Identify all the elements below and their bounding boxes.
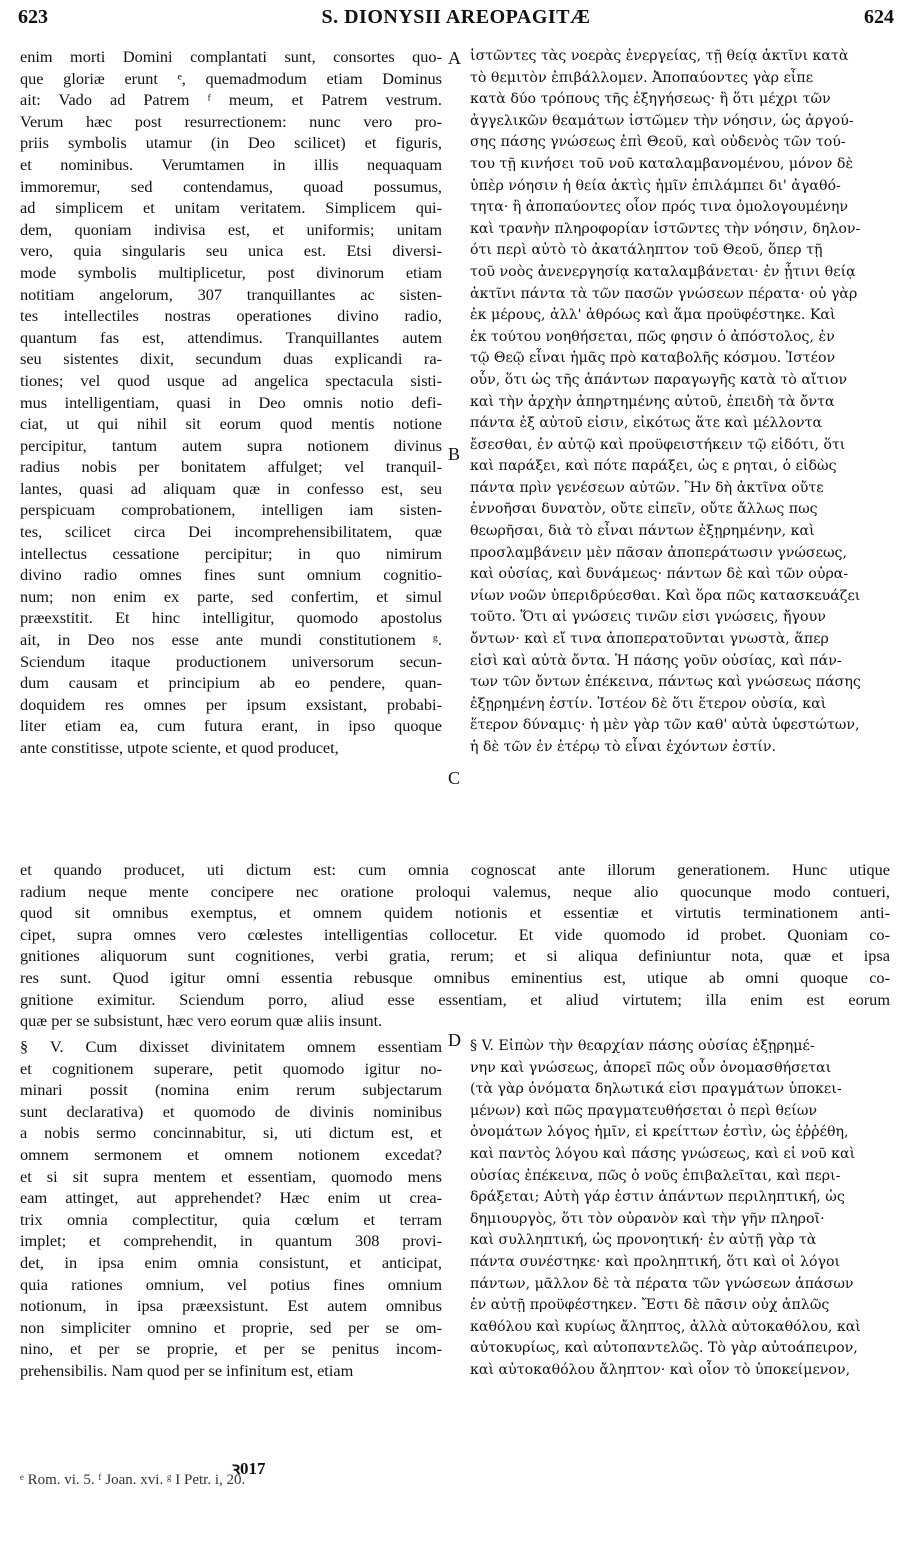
latin-text-line: tiones; vel quod usque ad angelica spectacula sisti- bbox=[20, 370, 442, 390]
margin-mark-b: B bbox=[448, 444, 461, 464]
latin-text-line: liter etiam ea, cum futura erant, in ipso quoque bbox=[20, 716, 442, 736]
latin-text-line: Sciendum itaque productionem universorum secun- bbox=[20, 651, 442, 671]
footnotes: ᵉ Rom. vi. 5. ᶠ Joan. xvi. ᵍ I Petr. i, 20. bbox=[20, 1472, 246, 1488]
latin-text-line: det, in ipsa enim omnia consistunt, et anticipat, bbox=[20, 1252, 442, 1272]
page-header bbox=[18, 4, 894, 34]
greek-text-line: νίων νοῶν ὑπεριδρύεσθαι. Καὶ ὅρα πῶς κατασκευάζει bbox=[470, 587, 861, 604]
latin-text-line: eam attinget, aut apprehendet? Hæc enim ut crea- bbox=[20, 1188, 442, 1208]
greek-text-line: εἰσὶ καὶ αὐτὰ ὄντα. Ἡ πάσης γοῦν οὐσίας, καὶ πάν- bbox=[470, 652, 842, 669]
latin-text-line: et quando producet, uti dictum est: cum omnia cognoscat ante illorum generationem. Hunc utique bbox=[20, 860, 890, 879]
latin-text-line: implet; et comprehendit, in quantum 308 provi- bbox=[20, 1231, 442, 1251]
latin-text-line: gnitiones aliquorum sunt cognitiones, verbi gratia, rerum; et si aliqua definiuntur nota, quæ et ipsa bbox=[20, 946, 890, 966]
greek-text-line: τοῦτο. Ὅτι αἱ γνώσεις τινῶν εἰσι γνώσεις, ἤγουν bbox=[470, 609, 826, 626]
greek-text-line: ἕτερον δύναμις· ἡ μὲν γὰρ τῶν καθ' αὐτὰ ὑφεστώτων, bbox=[470, 717, 860, 734]
greek-text-line: αὐτοκυρίως, καὶ αὐτοπαντελῶς. Τὸ γὰρ αὐτοάπειρον, bbox=[470, 1340, 858, 1357]
greek-text-line: δράξεται; Αὐτὴ γάρ ἐστιν ἁπάντων περιληπτική, ὡς bbox=[470, 1189, 845, 1206]
latin-text-line: notionum, in ipsa præexsistunt. Est autem omnibus bbox=[20, 1296, 442, 1316]
latin-text-line: res sunt. Quod igitur omni essentia rebusque omnibus eminentius est, utique ab omni quoque co- bbox=[20, 967, 890, 987]
latin-text-line: et nominibus. Verumtamen in illis nequaquam bbox=[20, 154, 442, 174]
latin-text-line: ciat, ut qui nihil sit eorum quod mentis notione bbox=[20, 414, 442, 434]
handwritten-number: ꝛ017 bbox=[232, 1459, 266, 1478]
latin-text-line: enim morti Domini complantati sunt, consortes quo- bbox=[20, 47, 442, 66]
latin-text-line: nino, et per se proprie, et per se penitus incom- bbox=[20, 1339, 442, 1359]
greek-text-line: καὶ τὴν ἀρχὴν ἀπηρτημένης αὐτοῦ, ἐπειδὴ τὰ ὄντα bbox=[470, 393, 835, 410]
greek-text-line: ἐκ τούτου νοηθήσεται, πῶς φησιν ὁ ἀπόστολος, ἐν bbox=[470, 328, 835, 345]
latin-text-line: ad simplicem et unitam veritatem. Simplicem qui- bbox=[20, 198, 442, 218]
greek-text-line: ὄντων· καὶ εἴ τινα ἀποπερατοῦνται γνωστὰ, ἅπερ bbox=[470, 631, 829, 648]
latin-text-line: et si sit supra mentem et essentiam, quomodo mens bbox=[20, 1166, 442, 1186]
margin-mark-d: D bbox=[448, 1030, 461, 1050]
greek-text-line: ὀνομάτων λόγος ἡμῖν, εἰ κρείττων ἐστὶν, ὡς ἐῤῥέθη, bbox=[470, 1124, 849, 1141]
greek-text-line: ἀκτῖνι πάντα τὰ τῶν πασῶν γνώσεων πέρατα· οὐ γὰρ bbox=[470, 285, 858, 302]
latin-text-line: notitiam angelorum, 307 tranquillantes ac sisten- bbox=[20, 284, 442, 304]
latin-text-line: vero, quia singularis seu unica est. Etsi diversi- bbox=[20, 241, 442, 261]
greek-text-line: ἡ δὲ τῶν ἐν ἑτέρῳ τὸ εἶναι ἐχόντων ἐστίν. bbox=[470, 739, 777, 755]
latin-text-line: omnem sermonem et omnem notionem excedat? bbox=[20, 1144, 442, 1164]
latin-text-line: Verum hæc post resurrectionem: nunc vero pro- bbox=[20, 111, 442, 131]
greek-text-line: ἐν αὐτῇ προϋφέστηκεν. Ἔστι δὲ πᾶσιν οὐχ ἁπλῶς bbox=[470, 1297, 830, 1314]
latin-text-line: non simpliciter omnino et proprie, sed per se om- bbox=[20, 1317, 442, 1337]
greek-text-line: σης πάσης γνώσεως ἐπὶ Θεοῦ, καὶ οὐδενὸς τῶν τού- bbox=[470, 134, 846, 151]
greek-text-line: ἐκ μέρους, ἀλλ' ἀθρόως καὶ ἅμα προϋφέστηκε. Καὶ bbox=[470, 307, 836, 324]
greek-text-line: ὑπὲρ νόησιν ἡ θεία ἀκτὶς ἡμῖν ἐπιλάμπει δι' ἀγαθό- bbox=[470, 177, 841, 194]
greek-text-line: καὶ συλληπτική, ὡς προνοητική· ἐν αὐτῇ γὰρ τὰ bbox=[470, 1232, 817, 1249]
greek-text-line: οὐσίας ἐπέκεινα, πῶς ὁ νοῦς ἐπιβαλεῖται, καὶ περι- bbox=[470, 1167, 841, 1184]
latin-column-bottom bbox=[20, 1036, 442, 1382]
latin-text-line: intellectus cessatione percipitur; in quo nimirum bbox=[20, 543, 442, 563]
greek-text-line: καὶ αὐτοκαθόλου ἄληπτον· καὶ οἷον τὸ ὑποκείμενον, bbox=[470, 1361, 851, 1378]
latin-text-line: radius nobis per bonitatem affulget; vel tranquil- bbox=[20, 457, 442, 477]
greek-text-line: ἐξῃρημένη ἐστίν. Ἰστέον δὲ ὅτι ἕτερον οὐσία, καὶ bbox=[470, 695, 827, 712]
latin-text-line: ante constitisse, utpote sciente, et quod producet, bbox=[20, 738, 339, 757]
greek-text-line: ότι περὶ αὐτὸ τὸ ἀκατάληπτον τοῦ Θεοῦ, ὅπερ τῇ bbox=[470, 242, 823, 259]
latin-text-line: dem, quoniam indivisa est, et uniformis; unitam bbox=[20, 219, 442, 239]
greek-text-line: (τὰ γὰρ ὀνόματα δηλωτικά εἰσι πραγμάτων ὑποκει- bbox=[470, 1081, 842, 1098]
greek-column-bottom bbox=[470, 1036, 890, 1382]
greek-text-line: νην καὶ γνώσεως, ἀπορεῖ πῶς οὖν ὀνομασθήσεται bbox=[470, 1059, 832, 1076]
latin-text-line: percipitur, tantum autem supra notionem divinus bbox=[20, 435, 442, 455]
latin-text-line: cipet, supra omnes vero cœlestes intelligentias collocetur. Et vide quomodo id probet. Quoniam co- bbox=[20, 924, 890, 944]
latin-text-line: dum causam et principium ab eo pendere, quan- bbox=[20, 673, 442, 693]
running-title: S. DIONYSII AREOPAGITÆ bbox=[321, 6, 591, 28]
greek-text-line: του τῇ κινήσει τοῦ νοῦ καταλαμβανομένου, μόνον δὲ bbox=[470, 155, 854, 172]
greek-text-line: ἱστῶντες τὰς νοερὰς ἐνεργείας, τῇ θείᾳ ἀκτῖνι κατὰ bbox=[470, 48, 849, 64]
greek-text-line: ἀγγελικῶν θεαμάτων ἱστῶμεν τὴν νόησιν, ὡς ἀργού- bbox=[470, 112, 854, 129]
greek-text-line: καὶ παράξει, καὶ πότε παράξει, ὡς ε ρηται, ὁ εἰδὼς bbox=[470, 458, 837, 475]
greek-text-line: πάντα ἐξ αὐτοῦ εἰσιν, εἰκότως ἅτε καὶ μέλλοντα bbox=[470, 415, 823, 432]
latin-text-line: trix omnia complectitur, quia cœlum et terram bbox=[20, 1209, 442, 1229]
latin-text-line: seu sistentes dixit, secundum duas explicandi ra- bbox=[20, 349, 442, 369]
latin-text-line: prehensibilis. Nam quod per se infinitum est, etiam bbox=[20, 1360, 354, 1380]
latin-text-line: quæ per se subsistunt, hæc vero eorum quæ aliis insunt. bbox=[20, 1011, 383, 1031]
greek-text-line: μένων) καὶ πῶς πραγματευθήσεται ὁ περὶ θείων bbox=[470, 1102, 818, 1119]
greek-text-line: θεωρῆσαι, διὰ τὸ εἶναι πάντων ἐξῃρημένην, καὶ bbox=[470, 523, 815, 540]
latin-text-line: mus intelligentiam, quasi in Deo omnis notio defi- bbox=[20, 392, 442, 412]
greek-text-line: ἔσεσθαι, ἐν αὐτῷ καὶ προϋφειστήκειν τῷ εἰδότι, ὅτι bbox=[470, 436, 846, 453]
greek-text-line: § V. Εἰπὼν τὴν θεαρχίαν πάσης οὐσίας ἐξῃρημέ- bbox=[470, 1038, 815, 1054]
page-number-right: 624 bbox=[864, 6, 894, 28]
greek-text-line: καὶ τρανὴν πληροφορίαν ἱστῶντες τὴν νόησιν, δηλον- bbox=[470, 220, 861, 237]
latin-text-line: gnitione eximitur. Sciendum porro, aliud esse essentiam, et aliud virtutem; illa enim est eorum bbox=[20, 989, 890, 1009]
greek-text-line: τητα· ἢ ἀποπαύοντες οἷον πρός τινα ὁμολογουμένην bbox=[470, 199, 848, 216]
latin-text-line: a nobis sermo concinnabitur, si, uti dictum est, et bbox=[20, 1123, 442, 1143]
latin-text-line: sunt declarativa) et quomodo de divinis nominibus bbox=[20, 1101, 442, 1121]
greek-text-line: ἐννοῆσαι δυνατὸν, οὔτε εἰπεῖν, οὔτε ἄλλως πως bbox=[470, 501, 818, 518]
latin-text-line: tes, scilicet circa Dei incomprehensibilitatem, quæ bbox=[20, 522, 442, 542]
greek-text-line: τὸ θεμιτὸν ἐπιβάλλομεν. Ἀποπαύοντες γὰρ εἶπε bbox=[470, 69, 814, 86]
latin-text-line: priis symbolis utamur (in Deo scilicet) et figuris, bbox=[20, 133, 442, 153]
margin-mark-c: C bbox=[448, 768, 461, 788]
greek-text-line: καθόλου καὶ κυρίως ἄληπτος, ἀλλὰ αὐτοκαθόλου, καὶ bbox=[470, 1318, 861, 1335]
latin-column-top bbox=[20, 46, 442, 759]
latin-text-line: quia rationes omnium, vel potius fines omnium bbox=[20, 1274, 442, 1294]
latin-text-line: radium neque mente concipere nec oratione proloqui valemus, neque alio quocunque modo contueri, bbox=[20, 881, 890, 901]
greek-text-line: καὶ οὐσίας, καὶ δυνάμεως· πάντων δὲ καὶ τῶν οὐρα- bbox=[470, 566, 849, 583]
latin-text-line: § V. Cum dixisset divinitatem omnem essentiam bbox=[20, 1037, 442, 1056]
latin-text-line: quod sit omnibus exemptus, et omnem quidem notionis et essentiæ et virtutis terminationem anti- bbox=[20, 903, 890, 923]
latin-text-line: lantes, quasi ad aliquam quæ in confesso est, seu bbox=[20, 478, 442, 498]
latin-text-line: immoremur, sed contendamus, quoad possumus, bbox=[20, 176, 442, 196]
latin-text-line: perspicuam comprobationem, intelligen iam sisten- bbox=[20, 500, 442, 520]
greek-text-line: καὶ παντὸς λόγου καὶ πάσης γνώσεως, καὶ εἰ νοῦ καὶ bbox=[470, 1145, 856, 1162]
greek-text-line: δημιουργὸς, ὅτι τὸν οὐρανὸν καὶ τὴν γῆν πληροῖ· bbox=[470, 1210, 825, 1227]
greek-text-line: κατὰ δύο τρόπους τῆς ἐξηγήσεως· ἢ ὅτι μέχρι τῶν bbox=[470, 91, 831, 108]
greek-text-line: πάντων, μᾶλλον δὲ τὰ πέρατα τῶν γνώσεων ἁπάσων bbox=[470, 1275, 854, 1292]
latin-text-line: minari possit (nomina enim rerum subjectarum bbox=[20, 1080, 442, 1100]
greek-column-top bbox=[470, 46, 890, 759]
greek-text-line: των τῶν ὄντων ἐπέκεινα, πάντως καὶ γνώσεως πάσης bbox=[470, 674, 861, 691]
greek-text-line: τῷ Θεῷ εἶναι ἡμᾶς πρὸ καταβολῆς κόσμου. Ἰστέον bbox=[470, 350, 836, 367]
page-number-left: 623 bbox=[18, 6, 48, 28]
latin-text-line: ait: Vado ad Patrem ᶠ meum, et Patrem vestrum. bbox=[20, 90, 442, 110]
greek-text-line: πάντα πρὶν γενέσεων αὐτῶν. Ἣν δὴ ἀκτῖνα οὔτε bbox=[470, 479, 824, 496]
latin-text-line: num; non enim ex parte, sed confertim, et simul bbox=[20, 586, 442, 606]
latin-text-line: ait, in Deo nos esse ante mundi constitutionem ᵍ. bbox=[20, 630, 442, 650]
latin-text-line: quantum fas est, attendimus. Tranquillantes autem bbox=[20, 327, 442, 347]
latin-text-line: tes intellectiles nostras operationes divino radio, bbox=[20, 306, 442, 326]
margin-mark-a: A bbox=[448, 48, 461, 68]
greek-text-line: πάντα συνέστηκε· καὶ προληπτική, ὅτι καὶ οἱ λόγοι bbox=[470, 1253, 841, 1270]
latin-text-line: mode symbolis multiplicetur, post divinorum etiam bbox=[20, 262, 442, 282]
latin-full-width bbox=[20, 859, 890, 1032]
latin-text-line: doquidem res omnes per ipsum exsistant, probabi- bbox=[20, 694, 442, 714]
latin-text-line: divino radio omnes fines sunt omnium cognitio- bbox=[20, 565, 442, 585]
greek-text-line: τοῦ νοὸς ἀνενεργησίᾳ καταλαμβάνεται· ἐν ᾗτινι θείᾳ bbox=[470, 263, 856, 280]
latin-text-line: et cognitionem superare, petit quomodo igitur no- bbox=[20, 1058, 442, 1078]
latin-text-line: que gloriæ erunt ᵉ, quemadmodum etiam Dominus bbox=[20, 68, 442, 88]
latin-text-line: præexstitit. Et hinc intelligitur, quomodo apostolus bbox=[20, 608, 442, 628]
greek-text-line: οὖν, ὅτι ὡς τῆς ἁπάντων παραγωγῆς κατὰ τὸ αἴτιον bbox=[470, 371, 848, 388]
greek-text-line: προσλαμβάνειν μὲν πᾶσαν ἀποπεράτωσιν γνώσεως, bbox=[470, 544, 847, 561]
